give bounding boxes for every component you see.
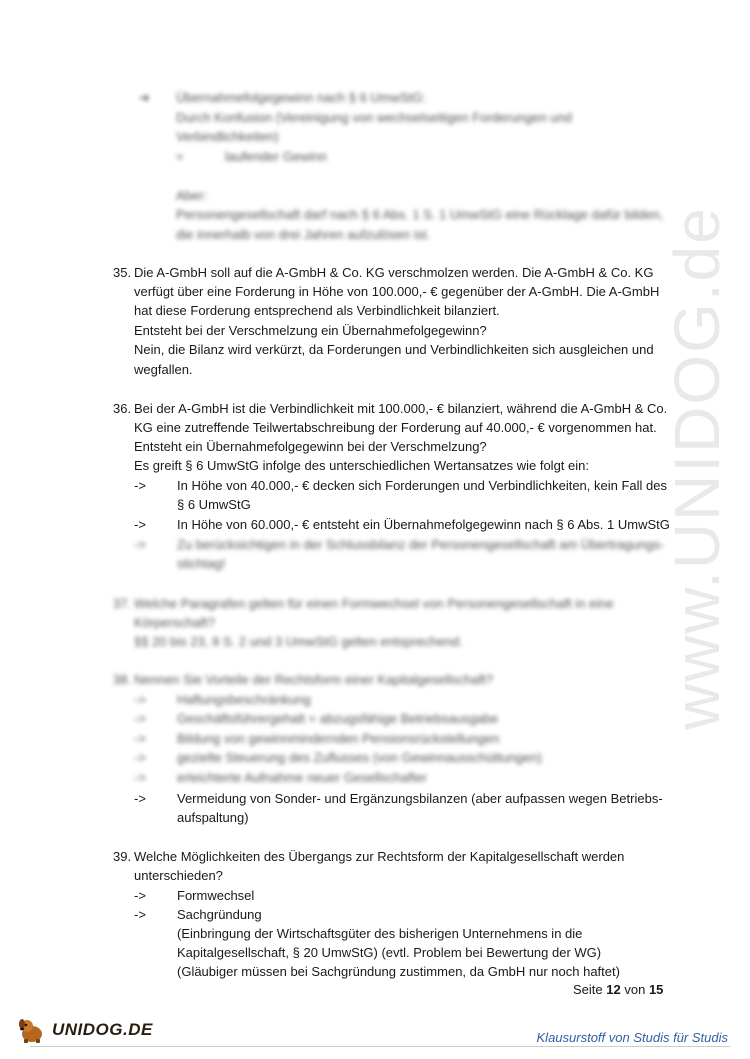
blurred-line: Geschäftsführergehalt = abzugsfähige Betriebsausgabe [177,711,499,726]
blurred-line: Personengesellschaft darf nach § 6 Abs. 1 S. 1 UmwStG eine Rücklage dafür bilden, [176,207,664,222]
blurred-line: Körperschaft? [134,615,215,630]
page-mid: von [624,982,646,997]
blurred-line: Zu berücksichtigen in der Schlussbilanz der Personengesellschaft am Übertragungs- [177,537,665,552]
blurred-line: Durch Konfusion (Vereinigung von wechselseitigen Forderungen und [176,110,573,125]
question-line: verfügt über eine Forderung in Höhe von 100.000,- € gegenüber der A-GmbH. Die A-GmbH [134,284,660,299]
question-line: Entsteht bei der Verschmelzung ein Übernahmefolgegewinn? [134,323,487,338]
arrow-marker: -> [134,517,146,532]
answer-line: Es greift § 6 UmwStG infolge des unterschiedlichen Wertansatzes wie folgt ein: [134,458,589,473]
bullet-line: aufspaltung) [177,810,249,825]
question-number: 35. [113,265,132,280]
bullet-line: Vermeidung von Sonder- und Ergänzungsbilanzen (aber aufpassen wegen Betriebs- [177,791,663,806]
question-line: KG eine zutreffende Teilwertabschreibung der Forderung auf 40.000,- € vorgenommen hat. [134,420,657,435]
question-line: Die A-GmbH soll auf die A-GmbH & Co. KG verschmolzen werden. Die A-GmbH & Co. KG [134,265,654,280]
page-total: 15 [648,982,664,997]
blurred-line: gezielte Steuerung des Zuflusses (von Gewinnausschüttungen) [177,750,542,765]
page-prefix: Seite [573,982,603,997]
blurred-line: Übernahmefolgegewinn nach § 6 UmwStG: [176,90,427,105]
unidog-logo [18,1016,153,1044]
blurred-line: Nennen Sie Vorteile der Rechtsform einer Kapitalgesellschaft? [134,672,494,687]
blurred-line: §§ 20 bis 23, 9 S. 2 und 3 UmwStG gelten entsprechend. [134,634,463,649]
question-line: unterschieden? [134,868,223,883]
blurred-line: Aber: [176,188,208,203]
arrow-marker: -> [134,537,146,552]
question-line: Entsteht ein Übernahmefolgegewinn bei der Verschmelzung? [134,439,487,454]
question-number: 36. [113,401,132,416]
page-number [573,982,663,997]
arrow-marker: -> [134,692,146,707]
watermark: www.UNIDOG.de [661,206,733,730]
answer-line: wegfallen. [134,362,193,377]
arrow-marker: -> [134,750,146,765]
arrow-glyph: ➔ [139,90,150,105]
question-line: Bei der A-GmbH ist die Verbindlichkeit mit 100.000,- € bilanziert, während die A-GmbH & Co. [134,401,668,416]
logo-text: UNIDOG.DE [52,1020,153,1039]
bullet-line: § 6 UmwStG [177,497,251,512]
bullet-line: In Höhe von 60.000,- € entsteht ein Übernahmefolgegewinn nach § 6 Abs. 1 UmwStG [177,517,670,532]
footer-divider [30,1046,730,1047]
sub-line: (Einbringung der Wirtschaftsgüter des bisherigen Unternehmens in die [177,926,583,941]
question-number: 37. [113,596,132,611]
footer-slogan: Klausurstoff von Studis für Studis [536,1030,728,1045]
sub-line: Kapitalgesellschaft, § 20 UmwStG) (evtl. Problem bei Bewertung der WG) [177,945,602,960]
blurred-line: stichtag! [177,556,226,571]
blurred-line: Verbindlichkeiten) [176,129,279,144]
arrow-marker: -> [134,478,146,493]
bullet-line: Sachgründung [177,907,262,922]
question-line: Welche Möglichkeiten des Übergangs zur Rechtsform der Kapitalgesellschaft werden [134,849,625,864]
arrow-marker: -> [134,888,146,903]
arrow-marker: -> [134,907,146,922]
blurred-line: erleichterte Aufnahme neuer Gesellschafter [177,770,428,785]
question-number: 38. [113,672,132,687]
blurred-line: Haftungsbeschränkung [177,692,311,707]
answer-line: Nein, die Bilanz wird verkürzt, da Forderungen und Verbindlichkeiten sich ausgleichen und [134,342,654,357]
question-line: hat diese Forderung entsprechend als Verbindlichkeit bilanziert. [134,303,500,318]
blurred-line: Bildung von gewinnmindernden Pensionsrückstellungen [177,731,500,746]
page-current: 12 [606,982,621,997]
dog-icon [18,1016,48,1044]
blurred-line: laufender Gewinn [225,149,327,164]
bullet-line: Formwechsel [177,888,255,903]
blurred-line: die innerhalb von drei Jahren aufzulösen ist. [176,227,431,242]
blurred-line: Welche Paragrafen gelten für einen Formwechsel von Personengesellschaft in eine [134,596,614,611]
bullet-line: In Höhe von 40.000,- € decken sich Forderungen und Verbindlichkeiten, kein Fall des [177,478,667,493]
arrow-marker: -> [134,791,146,806]
sub-line: (Gläubiger müssen bei Sachgründung zustimmen, da GmbH nur noch haftet) [177,964,620,979]
arrow-marker: -> [134,770,146,785]
arrow-marker: -> [134,731,146,746]
arrow-marker: -> [134,711,146,726]
question-number: 39. [113,849,132,864]
equals-glyph: = [176,149,184,164]
